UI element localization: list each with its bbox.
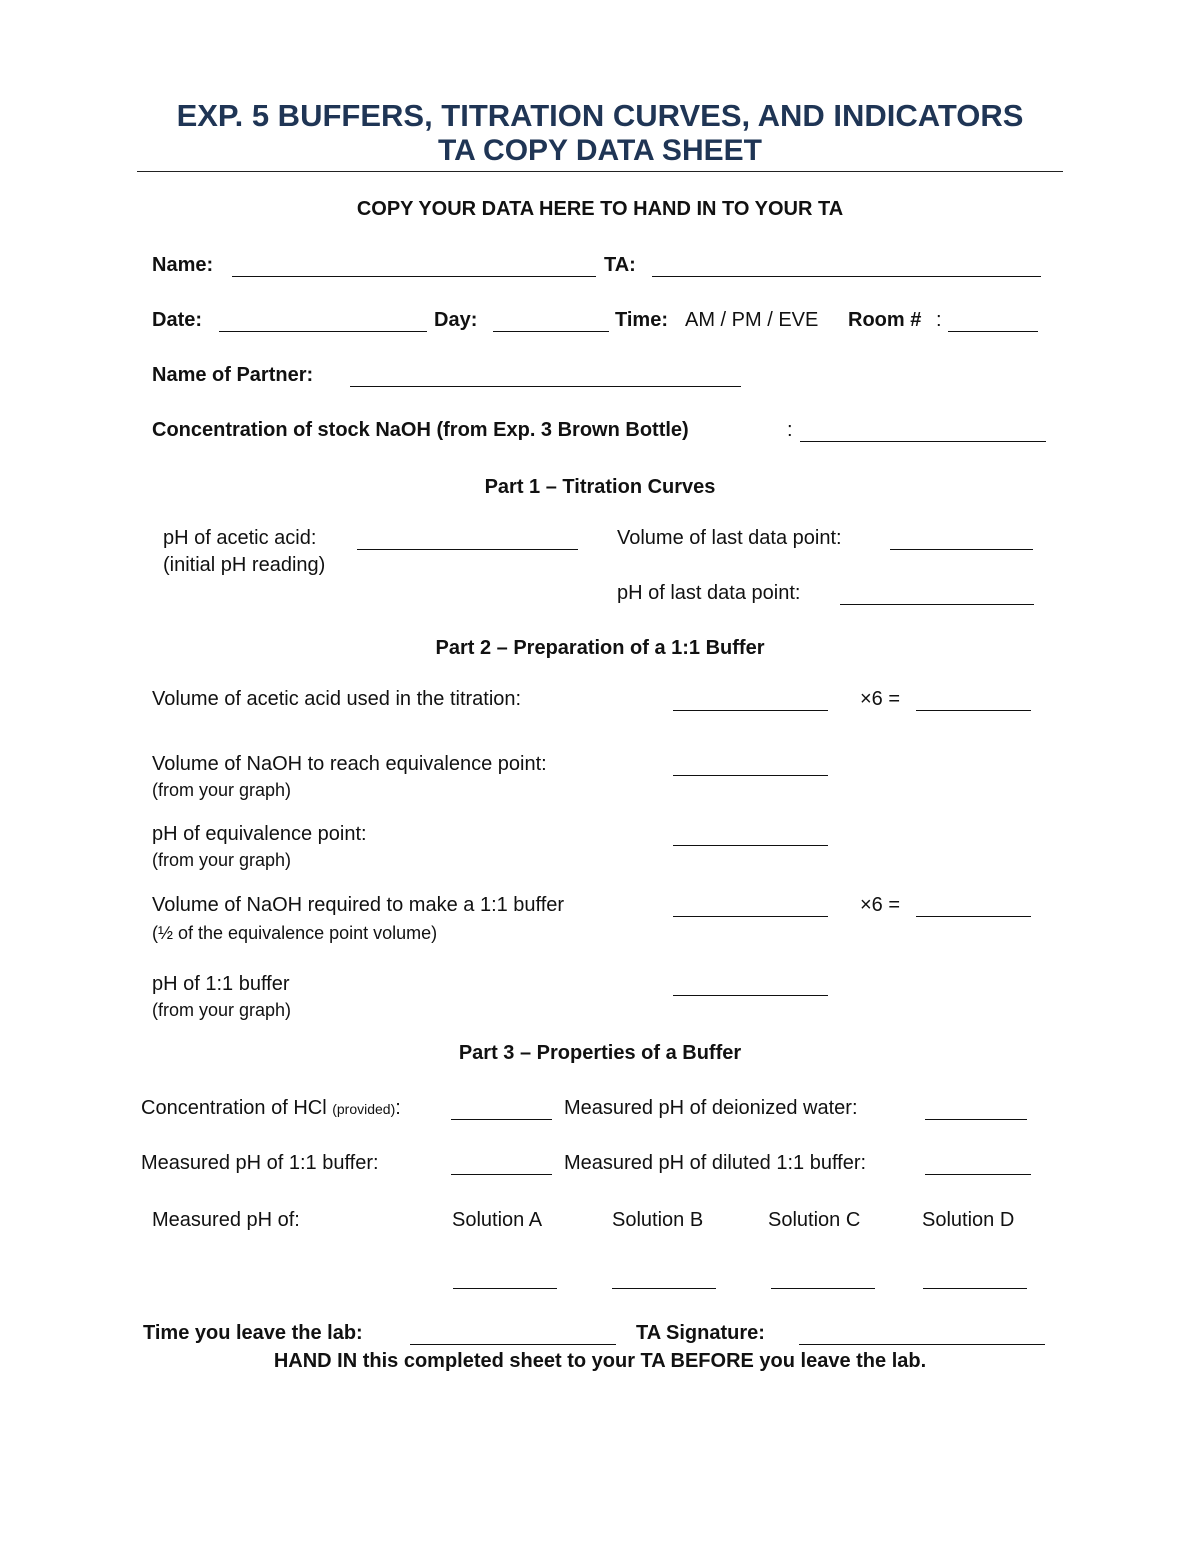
ta-label: TA: bbox=[604, 254, 636, 276]
solution-a-field[interactable] bbox=[453, 1288, 557, 1289]
leave-time-field[interactable] bbox=[410, 1344, 616, 1345]
hcl-field[interactable] bbox=[451, 1119, 552, 1120]
naoh-conc-colon: : bbox=[787, 419, 793, 441]
partner-label: Name of Partner: bbox=[152, 364, 314, 386]
diluted-ph-label: Measured pH of diluted 1:1 buffer: bbox=[564, 1152, 867, 1174]
p2-row3-field[interactable] bbox=[673, 845, 828, 846]
ta-signature-field[interactable] bbox=[799, 1344, 1045, 1345]
hcl-note: (provided) bbox=[332, 1101, 396, 1117]
partner-field[interactable] bbox=[350, 386, 741, 387]
p2-row5-note: (from your graph) bbox=[152, 1000, 292, 1020]
solution-a-label: Solution A bbox=[452, 1209, 543, 1231]
header-divider bbox=[137, 171, 1063, 172]
solution-b-field[interactable] bbox=[612, 1288, 716, 1289]
name-field[interactable] bbox=[232, 276, 596, 277]
diluted-ph-field[interactable] bbox=[925, 1174, 1031, 1175]
hcl-colon: : bbox=[395, 1097, 401, 1119]
solution-c-field[interactable] bbox=[771, 1288, 875, 1289]
p2-row2-note: (from your graph) bbox=[152, 780, 292, 800]
leave-time-label: Time you leave the lab: bbox=[143, 1322, 363, 1344]
p2-row2-field[interactable] bbox=[673, 775, 828, 776]
part1-heading: Part 1 – Titration Curves bbox=[484, 476, 716, 498]
solution-c-label: Solution C bbox=[768, 1209, 861, 1231]
buffer-ph-field[interactable] bbox=[451, 1174, 552, 1175]
name-label: Name: bbox=[152, 254, 214, 276]
time-label: Time: bbox=[615, 309, 668, 331]
hand-in-notice: HAND IN this completed sheet to your TA BEFORE you leave the lab. bbox=[273, 1350, 927, 1372]
vol-last-label: Volume of last data point: bbox=[617, 527, 842, 549]
p2-row1-mult: ×6 = bbox=[860, 688, 901, 710]
naoh-conc-label: Concentration of stock NaOH (from Exp. 3 Brown Bottle) bbox=[152, 419, 689, 441]
part3-heading: Part 3 – Properties of a Buffer bbox=[458, 1042, 742, 1064]
p2-row4-mult-field[interactable] bbox=[916, 916, 1031, 917]
p2-row1-label: Volume of acetic acid used in the titration: bbox=[152, 688, 522, 710]
p2-row5-label: pH of 1:1 buffer bbox=[152, 973, 290, 995]
date-field[interactable] bbox=[219, 331, 427, 332]
hcl-label bbox=[141, 1097, 401, 1120]
instruction-text: COPY YOUR DATA HERE TO HAND IN TO YOUR TA bbox=[356, 198, 844, 220]
solution-d-field[interactable] bbox=[923, 1288, 1027, 1289]
hcl-label-text: Concentration of HCl bbox=[141, 1097, 327, 1119]
naoh-conc-field[interactable] bbox=[800, 441, 1046, 442]
water-ph-field[interactable] bbox=[925, 1119, 1027, 1120]
p2-row4-field[interactable] bbox=[673, 916, 828, 917]
page-title: EXP. 5 BUFFERS, TITRATION CURVES, AND INDICATORS bbox=[176, 98, 1024, 133]
room-label: Room # bbox=[848, 309, 922, 331]
page-subtitle: TA COPY DATA SHEET bbox=[438, 134, 762, 167]
p2-row1-mult-field[interactable] bbox=[916, 710, 1031, 711]
ph-acetic-field[interactable] bbox=[357, 549, 578, 550]
p2-row1-field[interactable] bbox=[673, 710, 828, 711]
time-options[interactable]: AM / PM / EVE bbox=[685, 309, 819, 331]
date-label: Date: bbox=[152, 309, 203, 331]
solution-d-label: Solution D bbox=[922, 1209, 1015, 1231]
measured-ph-of-label: Measured pH of: bbox=[152, 1209, 300, 1231]
p2-row3-label: pH of equivalence point: bbox=[152, 823, 367, 845]
buffer-ph-label: Measured pH of 1:1 buffer: bbox=[141, 1152, 379, 1174]
ta-field[interactable] bbox=[652, 276, 1041, 277]
ph-last-field[interactable] bbox=[840, 604, 1034, 605]
solution-b-label: Solution B bbox=[612, 1209, 704, 1231]
part2-heading: Part 2 – Preparation of a 1:1 Buffer bbox=[435, 637, 765, 659]
p2-row2-label: Volume of NaOH to reach equivalence point: bbox=[152, 753, 547, 775]
room-colon: : bbox=[936, 309, 942, 331]
p2-row4-note: (½ of the equivalence point volume) bbox=[152, 923, 438, 943]
p2-row4-mult: ×6 = bbox=[860, 894, 901, 916]
ph-last-label: pH of last data point: bbox=[617, 582, 801, 604]
room-field[interactable] bbox=[948, 331, 1038, 332]
day-label: Day: bbox=[434, 309, 478, 331]
ta-signature-label: TA Signature: bbox=[636, 1322, 765, 1344]
ph-acetic-label: pH of acetic acid: bbox=[163, 527, 317, 549]
p2-row3-note: (from your graph) bbox=[152, 850, 292, 870]
p2-row5-field[interactable] bbox=[673, 995, 828, 996]
p2-row4-label: Volume of NaOH required to make a 1:1 buffer bbox=[152, 894, 565, 916]
day-field[interactable] bbox=[493, 331, 609, 332]
vol-last-field[interactable] bbox=[890, 549, 1033, 550]
ph-acetic-note: (initial pH reading) bbox=[163, 554, 326, 576]
water-ph-label: Measured pH of deionized water: bbox=[564, 1097, 858, 1119]
